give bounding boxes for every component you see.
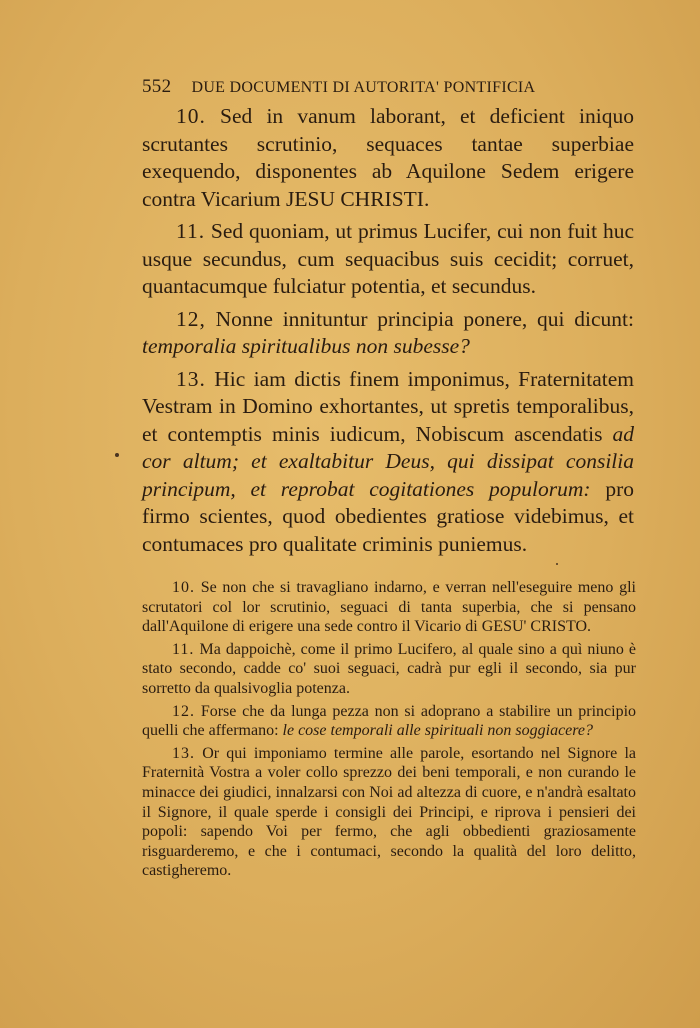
paragraph-italic: ad cor altum; et exaltabitur Deus, qui dissipat consilia principum, et reprobat cogitationes populorum: [142, 421, 634, 501]
italian-paragraph-11 [142, 640, 636, 699]
ink-speck [115, 453, 119, 457]
latin-paragraph-10 [142, 103, 634, 213]
paragraph-text: Hic iam dictis finem imponimus, Fraternitatem Vestram in Domino exhortantes, ut spretis temporalibus, et contemptis minis iudicum, Nobiscum ascendatis [142, 366, 634, 446]
page-number: 552 [142, 76, 172, 97]
italian-paragraph-13 [142, 744, 636, 881]
paragraph-number: 12, [176, 306, 206, 331]
paragraph-italic: temporalia spiritualibus non subesse? [142, 334, 470, 358]
paragraph-text: Sed quoniam, ut primus Lucifer, cui non fuit huc usque secundus, cum sequacibus suis cecidit; corruet, quantacumque fulciatur potentia, et secundus. [142, 219, 634, 298]
paragraph-number: 11. [176, 219, 206, 243]
italian-paragraph-12 [142, 702, 636, 741]
paragraph-text: Forse che da lunga pezza non si adoprano a stabilire un principio quelli che affermano: [142, 702, 637, 740]
italian-translation [142, 578, 636, 884]
paragraph-number: 10. [172, 579, 195, 596]
running-title: DUE DOCUMENTI DI AUTORITA' PONTIFICIA [191, 79, 536, 96]
running-head [142, 76, 562, 98]
paragraph-number: 12. [172, 702, 195, 720]
latin-paragraph-11 [142, 218, 634, 301]
paragraph-number: 10. [176, 104, 206, 128]
latin-paragraph-12 [142, 306, 634, 361]
paragraph-text: Nonne innituntur principia ponere, qui dicunt: [215, 306, 634, 331]
paragraph-number: 13. [176, 366, 206, 391]
paragraph-text-end: pro firmo scientes, quod obedientes gratiose videbimus, et contumaces pro qualitate criminis puniemus. [142, 476, 635, 556]
italian-paragraph-10 [142, 578, 636, 637]
paragraph-text: Se non che si travagliano indarno, e verran nell'eseguire meno gli scrutatori col lor scrutinio, seguaci di tanta superbia, che si pensano dall'Aquilone di erigere una sede contro il Vicario di GESU' CRISTO. [142, 579, 637, 636]
paragraph-number: 11. [172, 640, 195, 658]
paragraph-text: Ma dappoichè, come il primo Lucifero, al quale sino a quì niuno è stato secondo, cadde co' suoi seguaci, cadrà pur egli il secondo, sia pur sorretto da qualsivoglia potenza. [142, 640, 637, 697]
paragraph-text: Or qui imponiamo termine alle parole, esortando nel Signore la Fraternità Vostra a voler collo sprezzo dei beni temporali, e non curando le minacce dei giudici, innalzarsi con Noi ad altezza di cuore, e n'andrà esaltato il Signore, il quale sperde i consigli dei Principi, e riprova i pensieri dei popoli: sapendo Voi per fermo, che agli obbedienti graziosamente risguarderemo, e che i contumaci, secondo la qualità del loro delitto, castigheremo. [142, 744, 637, 880]
latin-text [142, 103, 634, 563]
latin-paragraph-13 [142, 366, 634, 559]
paragraph-number: 13. [172, 744, 195, 762]
paragraph-italic: le cose temporali alle spirituali non soggiacere? [282, 722, 594, 740]
paragraph-text: Sed in vanum laborant, et deficient iniquo scrutantes scrutinio, sequaces tantae superbiae exequendo, disponentes ab Aquilone Sedem erigere contra Vicarium JESU CHRISTI. [142, 104, 635, 211]
ink-speck [556, 563, 558, 565]
